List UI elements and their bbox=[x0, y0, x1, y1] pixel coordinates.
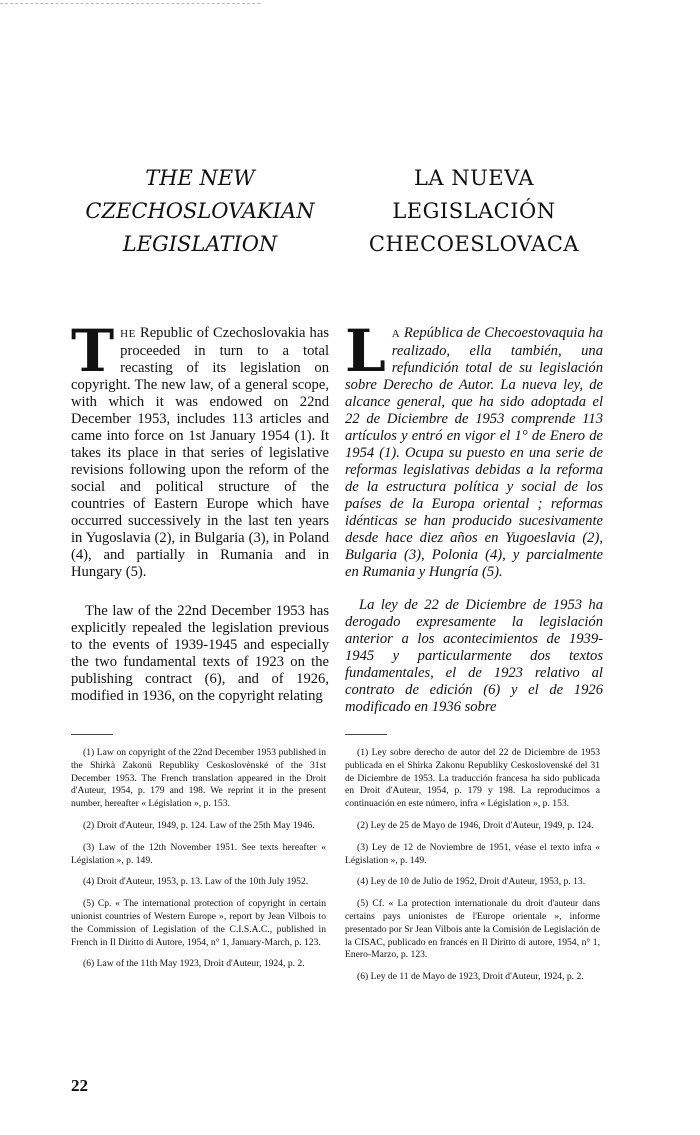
spanish-footnote-4: (4) Ley de 10 de Julio de 1952, Droit d'Auteur, 1953, p. 13. bbox=[357, 876, 586, 888]
spanish-footnote-2: (2) Ley de 25 de Mayo de 1946, Droit d'Auteur, 1949, p. 124. bbox=[357, 819, 594, 831]
spanish-lead-smallcaps: A bbox=[391, 328, 401, 340]
spanish-dropcap: L bbox=[345, 317, 386, 385]
spanish-paragraph-2 bbox=[345, 597, 603, 716]
english-footnote-2: (2) Droit d'Auteur, 1949, p. 124. Law of the 25th May 1946. bbox=[83, 819, 315, 831]
english-footnote-3: (3) Law of the 12th November 1951. See texts hereafter « Législation », p. 149. bbox=[71, 841, 326, 866]
spanish-paragraph-1 bbox=[345, 317, 603, 581]
spanish-footnote-separator bbox=[345, 734, 387, 736]
spanish-title bbox=[345, 162, 603, 261]
spanish-paragraph-1-text: República de Checoestovaquia ha realizado, ella también, una refundición total de su legislación sobre Derecho de Autor. La nueva ley, de alcance general, que ha sido adoptada el 22 de Diciembre de 1953 comprende 113 artículos y entró en vigor el 1° de Enero de 1954 (1). Ocupa su puesto en una serie de reformas legislativas debidas a la reforma de la estructura política y social de los países de la Europa oriental ; reformas idénticas se han producido sucesivamente desde hace diez años en Yugoeslavia (2), Bulgaria (3), Polonia (4), y parcialmente en Rumania y Hungría (5). bbox=[345, 325, 603, 580]
english-title bbox=[71, 162, 329, 261]
spanish-footnote-6: (6) Ley de 11 de Mayo de 1923, Droit d'Auteur, 1924, p. 2. bbox=[357, 971, 584, 983]
spanish-paragraph-2-text: La ley de 22 de Diciembre de 1953 ha derogado expresamente la legislación anterior a los acontecimientos de 1939-1945 y particularmente dos textos fundamentales, el de 1923 relativo al contrato de edición (6) y el de 1926 modificado en 1936 sobre bbox=[345, 597, 603, 715]
spanish-footnote-1: (1) Ley sobre derecho de autor del 22 de Diciembre de 1953 publicada en el Shirka Zakonu Republiky Ceskoslovenské del 31 de Diciembre de 1953. La traducción francesa ha sido publicada en Droit d'Auteur, 1954, p. 179 y 198. La reproducimos a continuación en este número, infra « Législation », p. 153. bbox=[345, 747, 600, 810]
spanish-footnote-3: (3) Ley de 12 de Noviembre de 1951, véase el texto infra « Législation », p. 149. bbox=[345, 841, 600, 866]
english-title-line-3: LEGISLATION bbox=[122, 232, 278, 256]
english-paragraph-1-text: Republic of Czechoslovakia has proceeded in turn to a total recasting of its legislation on copyright. The new law, of a general scope, with which it was endowed on 22nd December 1953, includes 113 articles and came into force on 1st January 1954 (1). It takes its place in that series of legislative revisions following upon the reform of the social and political structure of the countries of Eastern Europe which have occurred successively in the last ten years in Yugoslavia (2), in Bulgaria (3), in Poland (4), and partially in Rumania and in Hungary (5). bbox=[71, 325, 330, 580]
english-lead-smallcaps: HE bbox=[120, 328, 136, 340]
english-dropcap: T bbox=[71, 317, 115, 385]
english-footnotes bbox=[71, 747, 326, 980]
english-footnote-separator bbox=[71, 734, 113, 736]
english-paragraph-1 bbox=[71, 317, 330, 581]
english-footnote-5: (5) Cp. « The international protection of copyright in certain unionist countries of Western Europe », report by Jean Vilbois to the Commission of Legislation of the C.I.S.A.C., published in French in Il Diritto di Autore, 1954, n° 1, January-March, p. 123. bbox=[71, 898, 326, 948]
scan-artifact-top-rule bbox=[0, 3, 260, 5]
spanish-title-line-3: CHECOESLOVACA bbox=[368, 232, 580, 256]
english-footnote-1: (1) Law on copyright of the 22nd December 1953 published in the Shirkà Zakonü Republiky Ceskoslovènské of the 31st December 1953. The French translation appeared in the Droit d'Auteur, 1954, p. 179 and 198. We reprint it in the present number, hereafter « Législation », p. 153. bbox=[71, 747, 326, 810]
spanish-footnotes bbox=[345, 747, 600, 993]
english-footnote-6: (6) Law of the 11th May 1923, Droit d'Auteur, 1924, p. 2. bbox=[83, 958, 305, 970]
page-number: 22 bbox=[71, 1076, 88, 1095]
english-paragraph-2 bbox=[71, 603, 329, 705]
english-footnote-4: (4) Droit d'Auteur, 1953, p. 13. Law of the 10th July 1952. bbox=[83, 876, 309, 888]
english-title-line-2: CZECHOSLOVAKIAN bbox=[85, 199, 315, 223]
english-paragraph-2-text: The law of the 22nd December 1953 has explicitly repealed the legislation previous to the events of 1939-1945 and especially the two fundamental texts of 1923 on the publishing contract (6), and of 1926, modified in 1936, on the copyright relating bbox=[71, 603, 329, 704]
spanish-footnote-5: (5) Cf. « La protection internationale du droit d'auteur dans certains pays unionistes de l'Europe orientale », informe presentado por Sr Jean Vilbois ante la Comisión de Legislación de la CISAC, publicado en francés en Il Diritto di autore, 1954, n° 1, Enero-Marzo, p. 123. bbox=[345, 898, 600, 961]
spanish-title-line-1: LA NUEVA bbox=[413, 166, 535, 190]
english-title-line-1: THE NEW bbox=[145, 166, 255, 190]
spanish-title-line-2: LEGISLACIÓN bbox=[392, 199, 556, 223]
